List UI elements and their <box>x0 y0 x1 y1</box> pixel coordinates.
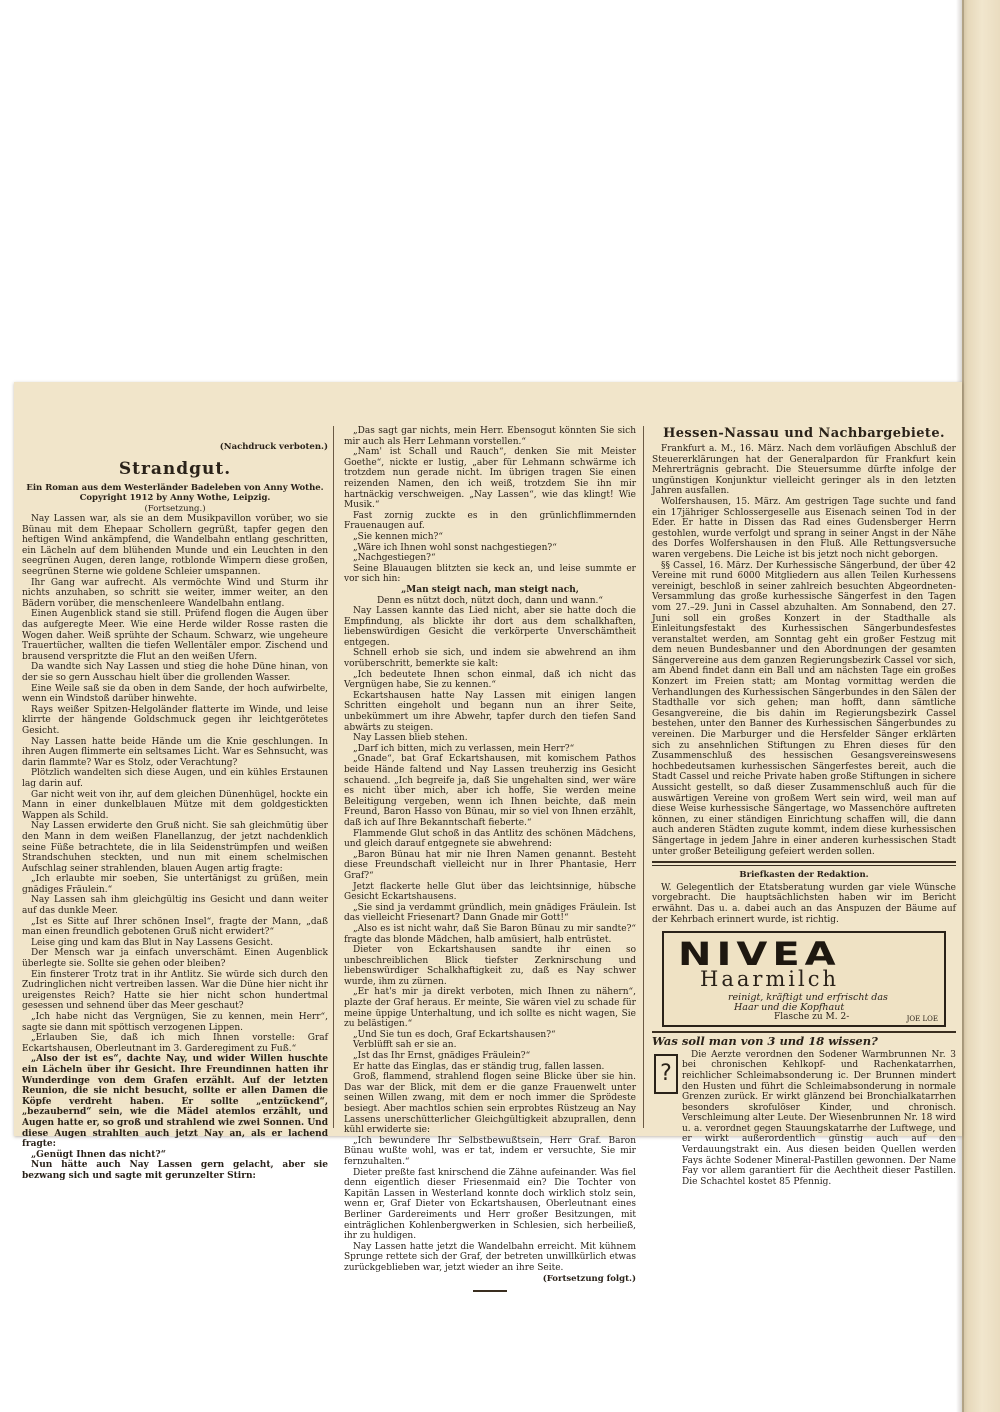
paragraph: Einen Augenblick stand sie still. Prüfend flogen die Augen über das aufgeregte Meer. Wie eine Herde wilder Rosse rasten die Wogen daher. Weiß sprühte der Schaum. Schwarz, wie ungeheure Trauertücher, wallten die tiefen Wellentäler empor. Zischend und brausend verspritzte die Flut an den weißen Ufern. <box>22 609 328 662</box>
ad-artist-signature: JOE LOE <box>906 1015 938 1024</box>
paragraph: Plötzlich wandelten sich diese Augen, und ein kühles Erstaunen lag darin auf. <box>22 768 328 789</box>
paragraph: Schnell erhob sie sich, und indem sie abwehrend an ihm vorüberschritt, bemerkte sie kalt: <box>344 648 636 670</box>
paragraph: „Ich bedeutete Ihnen schon einmal, daß ich nicht das Vergnügen habe, Sie zu kennen.“ <box>344 669 636 691</box>
paragraph: Flammende Glut schoß in das Antlitz des schönen Mädchens, und gleich darauf entgegnete sie abwehrend: <box>344 828 636 850</box>
paragraph: Nay Lassen blieb stehen. <box>353 733 468 744</box>
paragraph: Rays weißer Spitzen-Helgoländer flatterte im Winde, und leise klirrte der hängende Goldschmuck gegen ihr leichtgerötetes Gesicht. <box>22 704 328 736</box>
paragraph: „Und Sie tun es doch, Graf Eckartshausen?“ <box>353 1029 556 1040</box>
newspaper-clipping <box>14 382 962 1284</box>
paragraph: Ihr Gang war aufrecht. Als vermöchte Wind und Sturm ihr nichts anzuhaben, so schritt sie weiter, immer weiter, an den Bädern vorüber, die menschenleere Wandelbahn entlang. <box>22 577 328 609</box>
paragraph: „Ich bewundere Ihr Selbstbewußtsein, Herr Graf. Baron Bünau wußte wohl, was er tat, indem er versuchte, Sie mir fernzuhalten.“ <box>344 1135 636 1167</box>
paragraph: „Baron Bünau hat mir nie Ihren Namen genannt. Besteht diese Freundschaft vielleicht nur in Ihrer Phantasie, Herr Graf?“ <box>344 849 636 881</box>
paragraph: Nay Lassen hatte beide Hände um die Knie geschlungen. In ihren Augen flimmerte ein seltsames Licht. War es Sehnsucht, was darin flammte? War es Stolz, oder Verachtung? <box>22 736 328 768</box>
nivea-advertisement <box>662 931 946 1027</box>
paragraph: Nay Lassen hatte jetzt die Wandelbahn erreicht. Mit kühnem Sprunge rettete sich der Graf, der betreten unwillkürlich etwas zurückgeblieben war, jetzt wieder an ihre Seite. <box>344 1241 636 1273</box>
letterbox-title: Briefkasten der Redaktion. <box>739 870 869 881</box>
paragraph: Nay Lassen sah ihm gleichgültig ins Gesicht und dann weiter auf das dunkle Meer. <box>22 895 328 917</box>
paragraph: Dieter von Eckartshausen sandte ihr einen so unbeschreiblichen Blick tiefster Zerknirschung und liebenswürdiger Schalkhaftigkeit zu, daß es Nay schwer wurde, ihm zu zürnen. <box>344 945 636 987</box>
letterbox-text: W. Gelegentlich der Etatsberatung wurden gar viele Wünsche vorgebracht. Die hauptsächlichsten haben wir im Bericht erwähnt. Das u. a. dabei auch an das Anspuzen der Bäume auf der Kehrbach erinnert wurde, ist richtig. <box>652 882 956 925</box>
ad-tagline: reinigt, kräftigt und erfrischt das <box>728 992 888 1004</box>
song-line: „Man steigt nach, man steigt nach, <box>401 584 579 595</box>
story-title: Strandgut. <box>118 458 232 479</box>
paragraph: Nay Lassen war, als sie an dem Musikpavillon vorüber, wo sie Bünau mit dem Ehepaar Schollern gegrüßt, tapfer gegen den heftigen Wind ankämpfend, die Wandelbahn entlang geschritten, ein Lächeln auf dem blühenden Munde und ein Leuchten in den seegrünen Augen, deren lange, rotblonde Wimpern diese großen, seegrünen Sterne wie goldene Schleier umspannen. <box>22 514 328 578</box>
paragraph: „Sie kennen mich?“ <box>353 531 443 542</box>
news-item: Frankfurt a. M., 16. März. Nach dem vorläufigen Abschluß der Steuererklärungen hat der Generalpardon für Frankfurt kein Mehrerträgnis gebracht. Die Steuersumme dürfte infolge der ungünstigen Konjunktur vielleicht geringer als in den letzten Jahren ausfallen. <box>652 444 956 497</box>
ad-product: Haarmilch <box>700 967 840 992</box>
copyright-line: Copyright 1912 by Anny Wothe, Leipzig. <box>79 493 271 504</box>
paragraph: Dieter preßte fast knirschend die Zähne aufeinander. Was fiel denn eigentlich dieser Friesenmaid ein? Die Tochter von Kapitän Lassen in Westerland konnte doch wirklich stolz sein, wenn er, Graf Dieter von Eckartshausen, Oberleutnant eines Berliner Gardereiments und Herr großer Besitzungen, mit einträglichen Kohlenbergwerken in Schlesien, sich herbeiließ, ihr zu huldigen. <box>344 1167 636 1242</box>
paragraph: „Ist das Ihr Ernst, gnädiges Fräulein?“ <box>353 1051 531 1062</box>
paragraph: Jetzt flackerte helle Glut über das leichtsinnige, hübsche Gesicht Eckartshausens. <box>344 881 636 903</box>
paragraph: Eine Weile saß sie da oben in dem Sande, der hoch aufwirbelte, wenn ein Windstoß darüber hinwehte. <box>22 683 328 705</box>
paragraph: „Gnade“, bat Graf Eckartshausen, mit komischem Pathos beide Hände faltend und Nay Lassen treuherzig ins Gesicht schauend. „Ich begreife ja, daß Sie ungehalten sind, wer wäre es nicht über mich, aber ich hoffe, Sie werden meine Beleitigung vergeben, wenn ich Ihnen beichte, daß mein Freund, Baron Hasso von Bünau, mir so viel von Ihnen erzählt, daß ich auf Ihre Bekanntschaft fieberte.“ <box>344 754 636 828</box>
paragraph: „Ich erlaubte mir soeben, Sie untertänigst zu grüßen, mein gnädiges Fräulein.“ <box>22 874 328 895</box>
column-rule <box>643 426 644 1128</box>
song-line: Denn es nützt doch, nützt doch, dann und wann.“ <box>376 595 604 606</box>
paragraph: „Er hat's mir ja direkt verboten, mich Ihnen zu nähern“, plazte der Graf heraus. Er meinte, Sie wären viel zu schade für meine üppige Unterhaltung, und ich sollte es nicht wagen, Sie zu belästigen.“ <box>344 987 636 1030</box>
paragraph: „Nachgestiegen?“ <box>353 553 436 564</box>
paragraph: Da wandte sich Nay Lassen und stieg die hohe Düne hinan, von der sie so gern Ausschau hielt über die grollenden Wasser. <box>22 662 328 683</box>
ad-text: Die Aerzte verordnen den Sodener Warmbrunnen Nr. 3 bei chronischen Kehlkopf- und Rachenkatarrhen, reichlicher Schleimabsonderung ic. Der Brunnen mindert den Husten und führt die Schleimabsonderung in normale Grenzen zurück. Er wirkt glänzend bei Bronchialkatarrhen besonders skrofulöser Kinder, und chronisch. Verschleimung alter Leute. Der Wiesenbrunnen Nr. 18 wird u. a. verordnet gegen Stauungskatarrhe der Luftwege, und er wirkt außerordentlich günstig auch auf den Verdauungstrakt ein. Aus diesen beiden Quellen werden Fays ächte Sodener Mineral-Pastillen gewonnen. Der Name Fay vor allem garantiert für die Aechtheit dieser Pastillen. Die Schachtel kostet 85 Pfennig. <box>682 1049 956 1187</box>
paragraph: Verblüfft sah er sie an. <box>353 1040 457 1051</box>
paragraph: Nun hätte auch Nay Lassen gern gelacht, aber sie bezwang sich und sagte mit gerunzelter Stirn: <box>22 1160 328 1181</box>
to-be-continued: (Fortsetzung folgt.) <box>542 1273 636 1284</box>
paragraph: „Nam' ist Schall und Rauch“, denken Sie mit Meister Goethe“, nickte er lustig, „aber für Lehmann schwärme ich trotzdem nun gerade nicht. Im übrigen tragen Sie einen reizenden Namen, den ich weiß, trotzdem Sie ihn mir hartnäckig verschweigen. „Nay Lassen“, wie das klingt! Wie Musik.“ <box>344 447 636 511</box>
ad-tagline: Haar und die Kopfhaut <box>734 1002 845 1014</box>
ad-brand: NIVEA <box>678 936 841 973</box>
paragraph: „Ist es Sitte auf Ihrer schönen Insel“, fragte der Mann, „daß man einen freundlich gebotenen Gruß nicht erwidert?“ <box>22 916 328 938</box>
continuation-label: (Fortsetzung.) <box>144 503 206 514</box>
paragraph: „Darf ich bitten, mich zu verlassen, mein Herr?“ <box>353 743 575 754</box>
paragraph: „Ich habe nicht das Vergnügen, Sie zu kennen, mein Herr“, sagte sie dann mit spöttisch verzogenen Lippen. <box>22 1012 328 1033</box>
paragraph: Ein finsterer Trotz trat in ihr Antlitz. Sie würde sich durch den Zudringlichen nicht vertreiben lassen. War die Düne hier nicht ihr ureigenstes Reich? Hatte sie hier nicht schon hundertmal gesessen und sehnend über das Meer geschaut? <box>22 969 328 1012</box>
section-divider <box>652 861 956 866</box>
paragraph: „Das sagt gar nichts, mein Herr. Ebensogut könnten Sie sich mir auch als Herr Lehmann vorstellen.“ <box>344 426 636 447</box>
column-serial-novel-continued <box>336 382 642 1284</box>
paragraph: Nay Lassen kannte das Lied nicht, aber sie hatte doch die Empfindung, als blickte ihr dort aus dem schalkhaften, liebenswürdigen Gesicht die verkörperte Unverschämtheit entgegen. <box>344 606 636 648</box>
paragraph: Nay Lassen erwiderte den Gruß nicht. Sie sah gleichmütig über den Mann in dem weißen Flanellanzug, der jetzt nachdenklich seine Füße betrachtete, die in lila Seidenstrümpfen und weißen Strandschuhen steckten, und nun mit einem schelmischen Aufschlag seiner strahlenden, blauen Augen artig fragte: <box>22 821 328 874</box>
paragraph: Seine Blauaugen blitzten sie keck an, und leise summte er vor sich hin: <box>344 563 636 585</box>
reprint-notice: (Nachdruck verboten.) <box>219 442 328 452</box>
paragraph: Er hatte das Einglas, das er ständig trug, fallen lassen. <box>353 1061 605 1072</box>
news-item: §§ Cassel, 16. März. Der Kurhessische Sängerbund, der über 42 Vereine mit rund 6000 Mitgliedern aus allen Teilen Kurhessens vereinigt, beschloß in seiner zahlreich besuchten Abgeordneten-Versammlung das große kurhessische Sängerfest in den Tagen vom 27.–29. Juni in Cassel abzuhalten. Am Sonnabend, den 27. Juni soll ein großes Konzert in der Stadthalle als Einleitungsfestakt des Kurhessischen Sängerbundesfestes veranstaltet werden, am Sonntag geht ein großer Festzug mit dem neuen Bundesbanner und den Abordnungen der gesamten Sängervereine aus dem ganzen Regierungsbezirk Cassel vor sich, am Abend findet dann ein Ball und am nächsten Tage ein großes Konzert im Freien statt; am Montag vormittag werden die Verhandlungen des Kurhessischen Sängerbundes in den Sälen der Stadthalle vor sich gehen; man hofft, dann sämtliche Gesangvereine, die bis dahin im Regierungsbezirk Cassel bestehen, unter den Banner des Kurhessischen Sängerbundes zu vereinen. Die Marburger und die Hersfelder Sänger erklärten sich zu ansehnlichen Stiftungen zu Ehren dieses für den Zusammenschluß des hessischen Gesangsvereinswesens hochbedeutsamen kurhessischen Sängerfestes bereit, auch die Stadt Cassel und reiche Private haben große Stiftungen in sichere Aussicht gestellt, so daß dieser Zusammenschluß auch für die auswärtigen Vereine von großem Wert sein wird, weil man auf diese Weise kurhessische Sängertage, wo Massenchöre auftreten können, zu einer ständigen Einrichtung schaffen will, die dann auch anderen Städten zugute kommt, indem diese kurhessischen Sängertage in jedem Jahre in einer anderen kurhessischen Stadt unter großer Beteiligung gefeiert werden sollen. <box>652 560 956 857</box>
ad-headline: Was soll man von 3 und 18 wissen? <box>652 1031 956 1047</box>
news-item: Wolfershausen, 15. März. Am gestrigen Tage suchte und fand ein 17jähriger Schlossergeselle aus Eisenach seinen Tod in der Eder. Er hatte in Dissen das Rad eines Gudensberger Herrn gestohlen, wurde verfolgt und sprang in seiner Angst in der Nähe des Dorfes Wolfershausen in den Fluß. Alle Rettungsversuche waren vergebens. Die Leiche ist bis jetzt noch nicht geborgen. <box>652 496 956 560</box>
column-regional-news <box>646 382 962 1187</box>
paragraph: „Genügt Ihnen das nicht?“ <box>31 1149 166 1160</box>
paragraph: „Also der ist es“, dachte Nay, und wider Willen huschte ein Lächeln über ihr Gesicht. Ihre Freundinnen hatten ihr Wunderdinge von dem Grafen erzählt. Auf der letzten Reunion, die sie nicht besucht, sollte er allen Damen die Köpfe verdreht haben. Er sollte „entzückend“, „bezaubernd“ sein, wie die Mädel atemlos erzählt, und Augen hatte er, so groß und strahlend wie zwei Sonnen. Und diese Augen strahlten auch jetzt Nay an, als er lachend fragte: <box>22 1054 329 1150</box>
sodener-advertisement <box>652 1050 956 1188</box>
question-mark-icon: ? <box>654 1054 678 1094</box>
ad-price: Flasche zu M. 2- <box>774 1012 850 1023</box>
paragraph: Der Mensch war ja einfach unverschämt. Einen Augenblick überlegte sie. Sollte sie gehen oder bleiben? <box>22 948 328 970</box>
paragraph: Fast zornig zuckte es in den grünlichflimmernden Frauenaugen auf. <box>344 510 636 532</box>
paragraph: „Wäre ich Ihnen wohl sonst nachgestiegen?“ <box>353 542 557 553</box>
paragraph: Gar nicht weit von ihr, auf dem gleichen Dünenhügel, hockte ein Mann in einer dunkelblauen Mütze mit dem goldgestickten Wappen als Schild. <box>22 789 328 821</box>
page-fold-edge <box>962 0 1000 1412</box>
paragraph: Leise ging und kam das Blut in Nay Lassens Gesicht. <box>31 937 274 948</box>
section-title: Hessen-Nassau und Nachbargebiete. <box>663 426 945 441</box>
paragraph: Eckartshausen hatte Nay Lassen mit einigen langen Schritten eingeholt und begann nun an ihrer Seite, unbekümmert um ihre Abwehr, tapfer durch den tiefen Sand abwärts zu steigen. <box>344 690 636 733</box>
column-serial-novel <box>14 382 332 1181</box>
story-subtitle: Ein Roman aus dem Westerländer Badeleben von Anny Wothe. <box>26 482 324 493</box>
paragraph: „Erlauben Sie, daß ich mich Ihnen vorstelle: Graf Eckartshausen, Oberleutnant im 3. Garderegiment zu Fuß.“ <box>22 1033 328 1054</box>
paragraph: „Sie sind ja verdammt gründlich, mein gnädiges Fräulein. Ist das vielleicht Friesenart? Dann Gnade mir Gott!“ <box>344 902 636 924</box>
column-rule <box>333 426 334 1128</box>
paragraph: Groß, flammend, strahlend flogen seine Blicke über sie hin. Das war der Blick, mit dem er die ganze Frauenwelt unter seinen Willen zwang, mit dem er noch immer die Sprödeste besiegt. Aber machtlos schien sein erprobtes Rüstzeug an Nay Lassens unerschütterlicher Gleichgültigkeit abzuprallen, denn kühl erwiderte sie: <box>344 1072 636 1136</box>
paragraph: „Also es ist nicht wahr, daß Sie Baron Bünau zu mir sandte?“ fragte das blonde Mädchen, halb amüsiert, halb entrüstet. <box>344 923 636 945</box>
end-rule <box>473 1290 507 1292</box>
